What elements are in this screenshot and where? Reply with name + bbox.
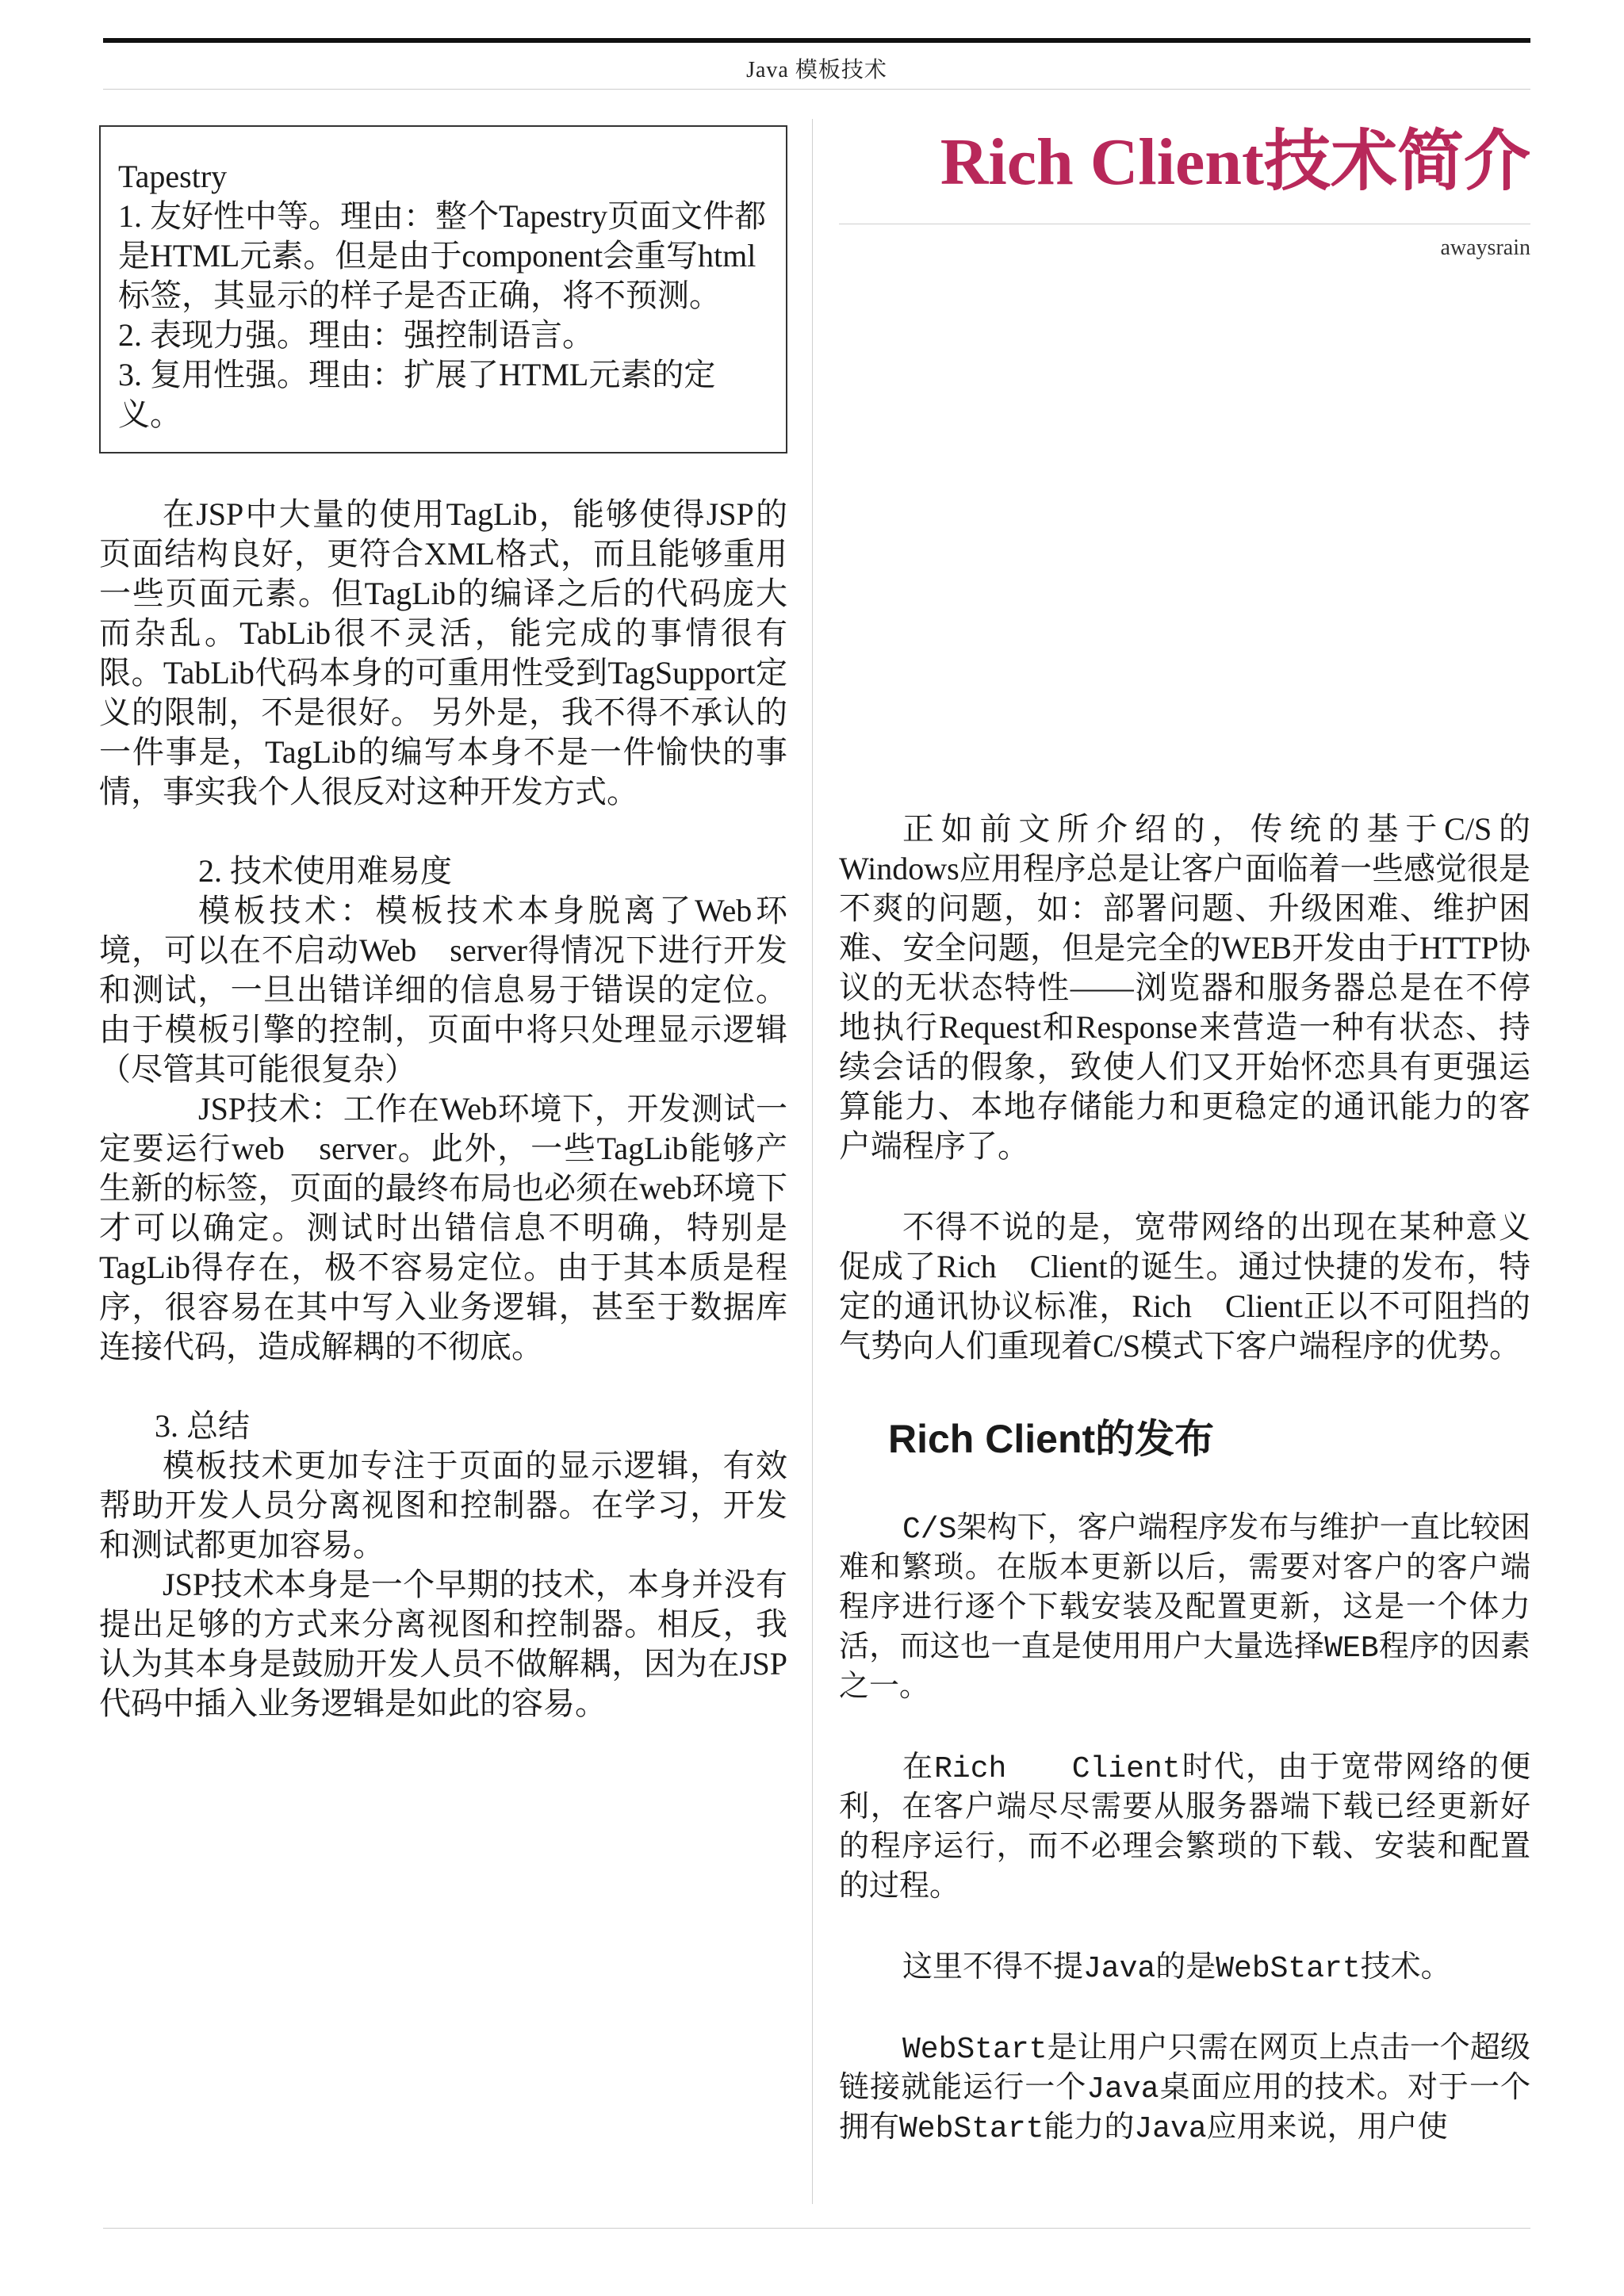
sidebar-item: 3. 复用性强。理由：扩展了HTML元素的定义。	[118, 357, 716, 432]
section-3-paragraph-2: JSP技术本身是一个早期的技术，本身并没有提出足够的方式来分离视图和控制器。相反，我认为其本身是鼓励开发人员不做解耦，因为在JSP代码中插入业务逻辑是如此的容易。	[99, 1567, 787, 1721]
left-column	[99, 125, 787, 1724]
section-3-paragraph-1: 模板技术更加专注于页面的显示逻辑，有效帮助开发人员分离视图和控制器。在学习，开发和测试都更加容易。	[99, 1448, 787, 1563]
section-2-paragraph-template: 模板技术：模板技术本身脱离了Web环境，可以在不启动Web server得情况下进行开发和测试，一旦出错详细的信息易于错误的定位。由于模板引擎的控制，页面中将只处理显示逻辑（尽管其可能很复杂）	[99, 893, 787, 1087]
article-title: Rich Client技术简介	[940, 125, 1530, 199]
running-header: Java 模板技术	[746, 58, 887, 82]
paragraph-webstart-desc: WebStart是让用户只需在网页上点击一个超级链接就能运行一个Java桌面应用的技术。对于一个拥有WebStart能力的Java应用来说，用户使	[839, 2033, 1530, 2146]
sidebar-item: 2. 表现力强。理由：强控制语言。	[118, 317, 594, 353]
header-bottom-rule	[103, 89, 1530, 90]
section-2-paragraph-jsp: JSP技术：工作在Web环境下，开发测试一定要运行web server。此外，一些TagLib能够产生新的标签，页面的最终布局也必须在web环境下才可以确定。测试时出错信息不明确，特别是TagLib得存在，极不容易定位。由于其本质是程序，很容易在其中写入业务逻辑，甚至于数据库连接代码，造成解耦的不彻底。	[99, 1091, 787, 1364]
footer-rule	[103, 2228, 1530, 2229]
paragraph-taglib: 在JSP中大量的使用TagLib，能够使得JSP的页面结构良好，更符合XML格式，而且能够重用一些页面元素。但TagLib的编译之后的代码庞大而杂乱。TabLib很不灵活，能完成的事情很有限。TabLib代码本身的可重用性受到TagSupport定义的限制，不是很好。 另外是，我不得不承认的一件事是，TagLib的编写本身不是一件愉快的事情，事实我个人很反对这种开发方式。	[99, 496, 787, 809]
right-column	[839, 119, 1530, 2149]
paragraph-webstart-intro: 这里不得不提Java的是WebStart技术。	[902, 1952, 1451, 1986]
tapestry-sidebar-box	[99, 125, 787, 453]
section-2-heading: 2. 技术使用难易度	[198, 853, 452, 889]
article-author: awaysrain	[1440, 235, 1530, 260]
paragraph-cs-release: C/S架构下，客户端程序发布与维护一直比较困难和繁琐。在版本更新以后，需要对客户的客户端程序进行逐个下载安装及配置更新，这是一个体力活，而这也一直是使用用户大量选择WEB程序的因素之一。	[839, 1513, 1530, 1705]
sidebar-item: 1. 友好性中等。理由：整个Tapestry页面文件都是HTML元素。但是由于component会重写html标签，其显示的样子是否正确，将不预测。	[118, 198, 767, 313]
section-heading-release: Rich Client的发布	[888, 1417, 1215, 1461]
paragraph-broadband: 不得不说的是，宽带网络的出现在某种意义促成了Rich Client的诞生。通过快捷的发布，特定的通讯协议标准，Rich Client正以不可阻挡的气势向人们重现着C/S模式下客户端程序的优势。	[839, 1209, 1530, 1364]
header-top-rule	[103, 38, 1530, 43]
section-3-heading: 3. 总结	[155, 1408, 250, 1444]
sidebar-title: Tapestry	[118, 159, 228, 194]
column-divider	[812, 119, 813, 2204]
paragraph-rich-client-era: 在Rich Client时代，由于宽带网络的便利，在客户端尽尽需要从服务器端下载已经更新好的程序运行，而不必理会繁琐的下载、安装和配置的过程。	[839, 1752, 1530, 1905]
paragraph-cs-problems: 正如前文所介绍的，传统的基于C/S的Windows应用程序总是让客户面临着一些感觉很是不爽的问题，如：部署问题、升级困难、维护困难、安全问题，但是完全的WEB开发由于HTTP协议的无状态特性——浏览器和服务器总是在不停地执行Request和Response来营造一种有状态、持续会话的假象，致使人们又开始怀恋具有更强运算能力、本地存储能力和更稳定的通讯能力的客户端程序了。	[839, 811, 1530, 1164]
